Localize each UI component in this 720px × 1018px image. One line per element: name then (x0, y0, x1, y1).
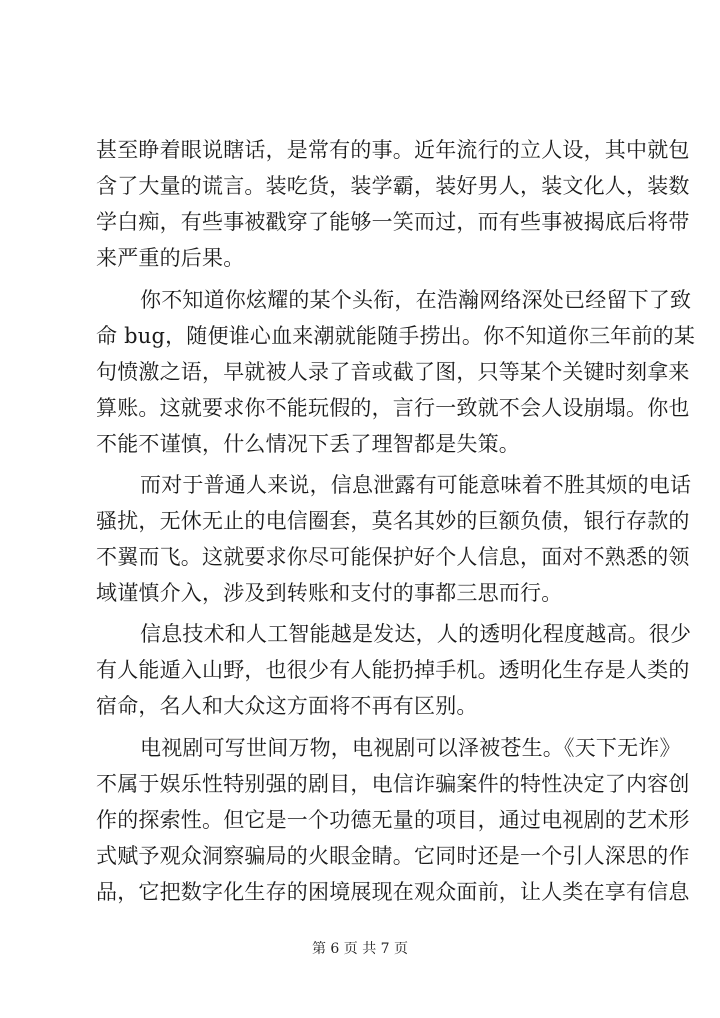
paragraph-line: 电视剧可写世间万物，电视剧可以泽被苍生。《天下无诈》 (140, 736, 681, 760)
page-number: 第 6 页 共 7 页 (311, 941, 409, 957)
paragraph-line: 而对于普通人来说，信息泄露有可能意味着不胜其烦的电话 (140, 473, 692, 497)
paragraph-line: 品，它把数字化生存的困境展现在观众面前，让人类在享有信息 (96, 880, 690, 904)
paragraph-line: 不翼而飞。这就要求你尽可能保护好个人信息，面对不熟悉的领 (96, 545, 690, 569)
paragraph-line: 式赋予观众洞察骗局的火眼金睛。它同时还是一个引人深思的作 (96, 844, 690, 868)
paragraph-line: 学白痴，有些事被戳穿了能够一笑而过，而有些事被揭底后将带 (96, 210, 690, 234)
paragraph-line: 你不知道你炫耀的某个头衔，在浩瀚网络深处已经留下了致 (140, 288, 692, 312)
paragraph-line: 信息技术和人工智能越是发达，人的透明化程度越高。很少 (140, 622, 692, 646)
paragraph-line: 不属于娱乐性特别强的剧目，电信诈骗案件的特性决定了内容创 (96, 772, 690, 796)
paragraph-line: 作的探索性。但它是一个功德无量的项目，通过电视剧的艺术形 (96, 808, 690, 832)
paragraph-line: 句愤激之语，早就被人录了音或截了图，只等某个关键时刻拿来 (96, 360, 690, 384)
paragraph-line: 骚扰，无休无止的电信圈套，莫名其妙的巨额负债，银行存款的 (96, 509, 690, 533)
paragraph-line: 命 bug，随便谁心血来潮就能随手捞出。你不知道你三年前的某 (96, 324, 696, 348)
paragraph-line: 域谨慎介入，涉及到转账和支付的事都三思而行。 (96, 581, 563, 605)
paragraph-line: 不能不谨慎，什么情况下丢了理智都是失策。 (96, 432, 520, 456)
paragraph-line: 宿命，名人和大众这方面将不再有区别。 (96, 694, 478, 718)
paragraph-line: 甚至睁着眼说瞎话，是常有的事。近年流行的立人设，其中就包 (96, 138, 690, 162)
paragraph-line: 有人能遁入山野，也很少有人能扔掉手机。透明化生存是人类的 (96, 658, 690, 682)
paragraph-line: 来严重的后果。 (96, 246, 245, 270)
paragraph-line: 含了大量的谎言。装吃货，装学霸，装好男人，装文化人，装数 (96, 174, 690, 198)
paragraph-line: 算账。这就要求你不能玩假的，言行一致就不会人设崩塌。你也 (96, 396, 690, 420)
